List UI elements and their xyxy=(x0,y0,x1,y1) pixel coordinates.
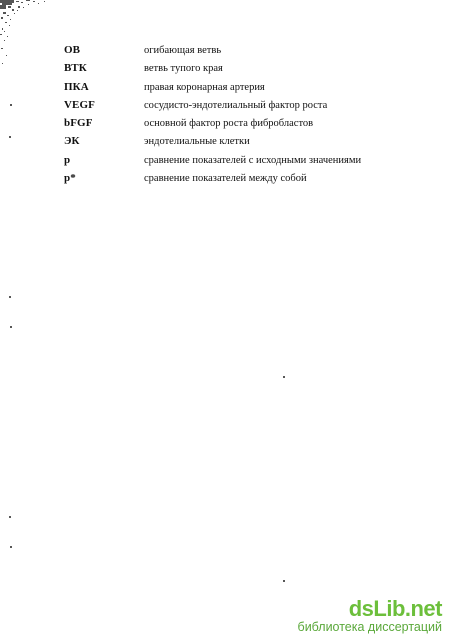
abbreviation-list xyxy=(64,44,404,190)
watermark-brand: dsLib.net xyxy=(348,596,442,621)
watermark-subtitle: библиотека диссертаций xyxy=(297,620,442,634)
scan-speck xyxy=(9,136,11,138)
abbreviation-definition: основной фактор роста фибробластов xyxy=(144,118,314,130)
abbreviation-definition: сравнение показателей с исходными значениями xyxy=(144,154,362,166)
abbreviation-row xyxy=(64,135,404,153)
abbreviation-term: ПКА xyxy=(64,80,89,93)
scan-speck xyxy=(10,326,12,328)
abbreviation-row xyxy=(64,62,404,80)
scan-noise xyxy=(0,0,60,90)
abbreviation-row xyxy=(64,172,404,190)
abbreviation-definition: ветвь тупого края xyxy=(144,63,223,75)
scan-speck xyxy=(283,376,285,378)
site-watermark xyxy=(298,598,442,634)
scan-speck xyxy=(10,546,12,548)
abbreviation-row xyxy=(64,81,404,99)
scan-speck xyxy=(9,296,11,298)
abbreviation-term: VEGF xyxy=(64,98,95,111)
scan-speck xyxy=(9,516,11,518)
abbreviation-term: ВТК xyxy=(64,62,87,75)
abbreviation-definition: сосудисто-эндотелиальный фактор роста xyxy=(144,99,328,111)
abbreviation-definition: правая коронарная артерия xyxy=(144,81,265,93)
abbreviation-term: ЭК xyxy=(64,135,80,148)
abbreviation-row xyxy=(64,44,404,62)
abbreviation-term: ОВ xyxy=(64,44,81,56)
abbreviation-row xyxy=(64,99,404,117)
abbreviation-row xyxy=(64,117,404,135)
abbreviation-definition: сравнение показателей между собой xyxy=(144,173,307,185)
scan-speck xyxy=(283,580,285,582)
abbreviation-definition: огибающая ветвь xyxy=(144,45,222,56)
scan-speck xyxy=(10,104,12,106)
abbreviation-term: p* xyxy=(64,172,76,185)
abbreviation-row xyxy=(64,154,404,172)
abbreviation-definition: эндотелиальные клетки xyxy=(144,136,250,148)
abbreviation-term: bFGF xyxy=(64,117,93,130)
abbreviation-term: p xyxy=(64,153,71,166)
